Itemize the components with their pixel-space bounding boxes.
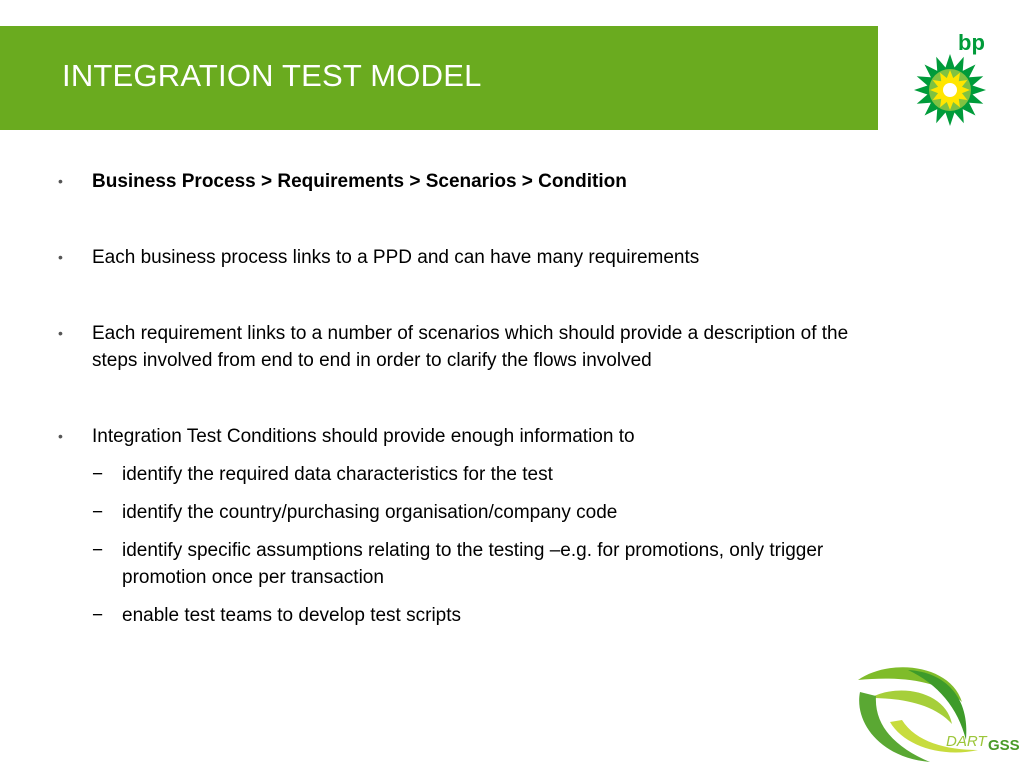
sub-bullet-marker: − [92,605,104,626]
sub-bullet-item [58,499,878,526]
bp-logo-text: bp [958,30,985,55]
bullet-marker: • [58,428,63,444]
sub-bullet-item [58,461,878,488]
bullet-marker: • [58,173,63,189]
dart-logo-text: DART [946,733,987,750]
bullet-text: Business Process > Requirements > Scenarios > Condition [92,171,627,192]
slide-title: INTEGRATION TEST MODEL [62,58,482,93]
bp-logo [906,28,996,132]
bullet-text: Each requirement links to a number of scenarios which should provide a description of the steps involved from end to end in order to clarify the flows involved [92,323,849,371]
sub-bullet-item [58,602,878,629]
sub-bullet-item [58,537,878,591]
dart-gss-logo [850,662,1022,766]
bullet-marker: • [58,249,63,265]
bullet-item [58,244,878,271]
bullet-marker: • [58,325,63,341]
sub-bullet-marker: − [92,502,104,523]
sub-bullet-marker: − [92,464,104,485]
sub-bullet-text: enable test teams to develop test scripts [122,605,462,626]
bullet-item [58,423,878,450]
bullet-item [58,320,878,374]
gss-logo-text: GSS [988,737,1020,754]
sub-bullet-text: identify the required data characteristics for the test [122,464,553,485]
bullet-text: Integration Test Conditions should provide enough information to [92,426,635,447]
sub-bullet-text: identify the country/purchasing organisation/company code [122,502,618,523]
bullet-item [58,168,878,195]
slide-body [58,168,878,629]
sub-bullet-marker: − [92,540,104,561]
sub-bullet-text: identify specific assumptions relating to the testing –e.g. for promotions, only trigger promotion once per transaction [122,540,824,588]
bullet-text: Each business process links to a PPD and can have many requirements [92,247,700,268]
